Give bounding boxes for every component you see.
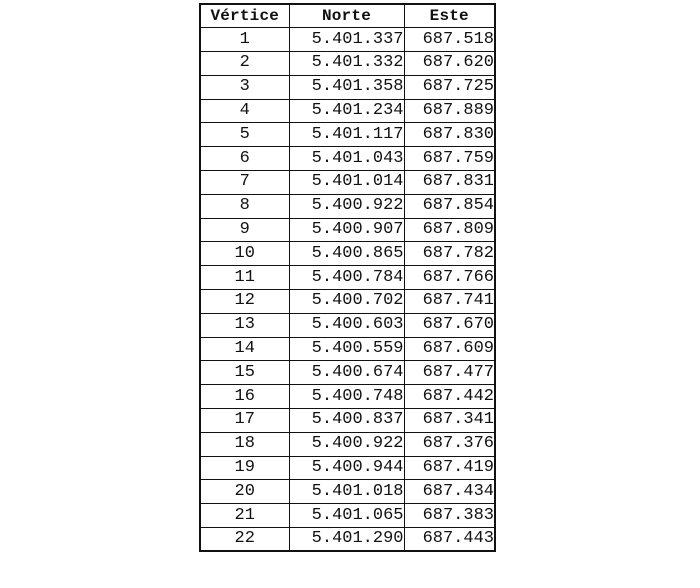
cell-este: 687.809 bbox=[404, 218, 495, 242]
cell-vertice: 17 bbox=[200, 409, 289, 433]
cell-este: 687.741 bbox=[404, 290, 495, 314]
table-row bbox=[200, 361, 495, 385]
cell-norte: 5.401.337 bbox=[289, 28, 404, 52]
cell-vertice: 22 bbox=[200, 528, 289, 552]
table-body bbox=[200, 28, 495, 552]
cell-este: 687.831 bbox=[404, 171, 495, 195]
cell-vertice: 3 bbox=[200, 75, 289, 99]
header-row bbox=[200, 4, 495, 28]
cell-norte: 5.401.332 bbox=[289, 52, 404, 76]
cell-norte: 5.400.603 bbox=[289, 313, 404, 337]
cell-norte: 5.401.018 bbox=[289, 480, 404, 504]
cell-norte: 5.401.358 bbox=[289, 75, 404, 99]
cell-vertice: 9 bbox=[200, 218, 289, 242]
table-row bbox=[200, 456, 495, 480]
cell-norte: 5.401.065 bbox=[289, 504, 404, 528]
vertex-coordinates-table bbox=[199, 3, 496, 552]
cell-este: 687.854 bbox=[404, 194, 495, 218]
cell-vertice: 12 bbox=[200, 290, 289, 314]
cell-este: 687.376 bbox=[404, 432, 495, 456]
cell-norte: 5.400.922 bbox=[289, 194, 404, 218]
cell-este: 687.766 bbox=[404, 266, 495, 290]
cell-vertice: 19 bbox=[200, 456, 289, 480]
cell-vertice: 16 bbox=[200, 385, 289, 409]
table-row bbox=[200, 337, 495, 361]
table-header bbox=[200, 4, 495, 28]
header-norte: Norte bbox=[289, 4, 404, 28]
cell-norte: 5.400.922 bbox=[289, 432, 404, 456]
cell-norte: 5.401.014 bbox=[289, 171, 404, 195]
table-row bbox=[200, 52, 495, 76]
cell-vertice: 2 bbox=[200, 52, 289, 76]
table-row bbox=[200, 432, 495, 456]
cell-vertice: 5 bbox=[200, 123, 289, 147]
cell-vertice: 1 bbox=[200, 28, 289, 52]
cell-vertice: 18 bbox=[200, 432, 289, 456]
cell-este: 687.609 bbox=[404, 337, 495, 361]
table-row bbox=[200, 123, 495, 147]
cell-vertice: 15 bbox=[200, 361, 289, 385]
cell-vertice: 21 bbox=[200, 504, 289, 528]
table-row bbox=[200, 480, 495, 504]
table-row bbox=[200, 147, 495, 171]
cell-este: 687.477 bbox=[404, 361, 495, 385]
cell-este: 687.759 bbox=[404, 147, 495, 171]
cell-este: 687.434 bbox=[404, 480, 495, 504]
cell-vertice: 6 bbox=[200, 147, 289, 171]
table-row bbox=[200, 528, 495, 552]
cell-vertice: 8 bbox=[200, 194, 289, 218]
cell-norte: 5.400.748 bbox=[289, 385, 404, 409]
cell-vertice: 4 bbox=[200, 99, 289, 123]
cell-este: 687.443 bbox=[404, 528, 495, 552]
cell-este: 687.419 bbox=[404, 456, 495, 480]
cell-norte: 5.400.865 bbox=[289, 242, 404, 266]
header-este: Este bbox=[404, 4, 495, 28]
table-row bbox=[200, 218, 495, 242]
table-row bbox=[200, 242, 495, 266]
cell-este: 687.782 bbox=[404, 242, 495, 266]
cell-este: 687.442 bbox=[404, 385, 495, 409]
cell-norte: 5.400.674 bbox=[289, 361, 404, 385]
table-row bbox=[200, 99, 495, 123]
table-row bbox=[200, 194, 495, 218]
table-row bbox=[200, 504, 495, 528]
cell-norte: 5.401.290 bbox=[289, 528, 404, 552]
cell-norte: 5.400.907 bbox=[289, 218, 404, 242]
table-row bbox=[200, 313, 495, 337]
cell-norte: 5.400.702 bbox=[289, 290, 404, 314]
cell-vertice: 20 bbox=[200, 480, 289, 504]
table-row bbox=[200, 171, 495, 195]
table-row bbox=[200, 28, 495, 52]
cell-este: 687.341 bbox=[404, 409, 495, 433]
cell-este: 687.725 bbox=[404, 75, 495, 99]
cell-norte: 5.401.043 bbox=[289, 147, 404, 171]
table-row bbox=[200, 75, 495, 99]
cell-este: 687.518 bbox=[404, 28, 495, 52]
cell-vertice: 13 bbox=[200, 313, 289, 337]
table-row bbox=[200, 409, 495, 433]
cell-este: 687.889 bbox=[404, 99, 495, 123]
cell-norte: 5.400.837 bbox=[289, 409, 404, 433]
cell-norte: 5.401.234 bbox=[289, 99, 404, 123]
cell-este: 687.830 bbox=[404, 123, 495, 147]
cell-vertice: 11 bbox=[200, 266, 289, 290]
cell-vertice: 14 bbox=[200, 337, 289, 361]
cell-vertice: 7 bbox=[200, 171, 289, 195]
cell-este: 687.383 bbox=[404, 504, 495, 528]
cell-norte: 5.401.117 bbox=[289, 123, 404, 147]
cell-norte: 5.400.944 bbox=[289, 456, 404, 480]
header-vertice: Vértice bbox=[200, 4, 289, 28]
cell-norte: 5.400.784 bbox=[289, 266, 404, 290]
table-row bbox=[200, 290, 495, 314]
cell-norte: 5.400.559 bbox=[289, 337, 404, 361]
table-row bbox=[200, 385, 495, 409]
cell-este: 687.620 bbox=[404, 52, 495, 76]
table-row bbox=[200, 266, 495, 290]
cell-vertice: 10 bbox=[200, 242, 289, 266]
cell-este: 687.670 bbox=[404, 313, 495, 337]
